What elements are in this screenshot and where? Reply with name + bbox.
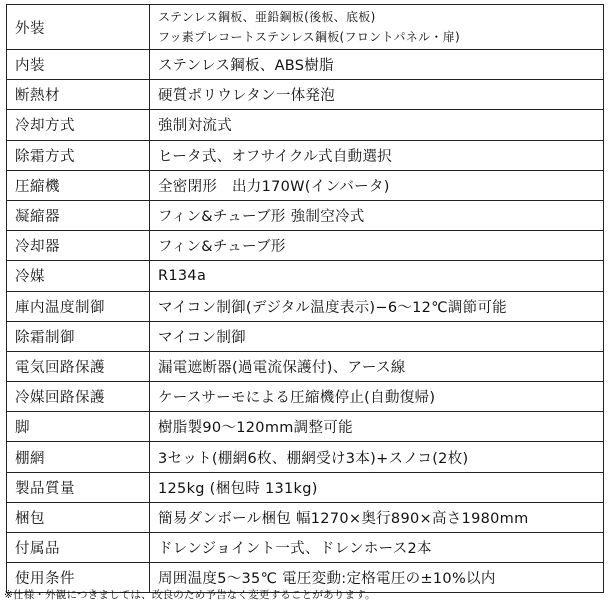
spec-row xyxy=(7,351,604,381)
spec-key: 外装 xyxy=(7,5,150,50)
spec-value: 周囲温度5～35℃ 電圧変動:定格電圧の±10%以内 xyxy=(150,563,604,593)
spec-value: 全密閉形 出力170W(インバータ) xyxy=(150,170,604,200)
spec-row xyxy=(7,472,604,502)
spec-row xyxy=(7,5,604,50)
spec-row xyxy=(7,442,604,472)
spec-value: R134a xyxy=(150,261,604,291)
spec-key: 圧縮機 xyxy=(7,170,150,200)
spec-row xyxy=(7,170,604,200)
spec-key: 使用条件 xyxy=(7,563,150,593)
spec-key: 製品質量 xyxy=(7,472,150,502)
spec-value-line: ステンレス鋼板、亜鉛鋼板(後板、底板) xyxy=(158,10,376,24)
spec-key: 断熱材 xyxy=(7,80,150,110)
spec-value: フィン&チューブ形 強制空冷式 xyxy=(150,200,604,230)
spec-key: 棚網 xyxy=(7,442,150,472)
spec-row xyxy=(7,110,604,140)
spec-row xyxy=(7,291,604,321)
spec-row xyxy=(7,502,604,532)
spec-value-line: フッ素プレコートステンレス鋼板(フロントパネル・扉) xyxy=(158,30,460,44)
spec-value: 強制対流式 xyxy=(150,110,604,140)
spec-value: ヒータ式、オフサイクル式自動選択 xyxy=(150,140,604,170)
spec-row xyxy=(7,80,604,110)
spec-key: 内装 xyxy=(7,50,150,80)
spec-row xyxy=(7,412,604,442)
footnote: ※仕様・外観につきましては、改良のため予告なく変更することがあります。 xyxy=(4,589,376,601)
spec-key: 梱包 xyxy=(7,502,150,532)
spec-key: 冷却方式 xyxy=(7,110,150,140)
spec-table-body xyxy=(7,5,604,593)
spec-table xyxy=(6,4,604,593)
spec-value: 3セット(棚網6枚、棚網受け3本)+スノコ(2枚) xyxy=(150,442,604,472)
spec-row xyxy=(7,50,604,80)
spec-value: 簡易ダンボール梱包 幅1270×奥行890×高さ1980mm xyxy=(150,502,604,532)
spec-value: ケースサーモによる圧縮機停止(自動復帰) xyxy=(150,382,604,412)
spec-value: 125kg (梱包時 131kg) xyxy=(150,472,604,502)
spec-key: 除霜方式 xyxy=(7,140,150,170)
spec-key: 冷媒回路保護 xyxy=(7,382,150,412)
spec-key: 除霜制御 xyxy=(7,321,150,351)
spec-value: ステンレス鋼板、ABS樹脂 xyxy=(150,50,604,80)
spec-row xyxy=(7,321,604,351)
spec-key: 付属品 xyxy=(7,533,150,563)
spec-key: 脚 xyxy=(7,412,150,442)
spec-key: 冷媒 xyxy=(7,261,150,291)
spec-value: 漏電遮断器(過電流保護付)、アース線 xyxy=(150,351,604,381)
spec-row xyxy=(7,200,604,230)
spec-row xyxy=(7,382,604,412)
spec-row xyxy=(7,231,604,261)
spec-row xyxy=(7,533,604,563)
spec-value: ドレンジョイント一式、ドレンホース2本 xyxy=(150,533,604,563)
spec-row xyxy=(7,140,604,170)
spec-key: 冷却器 xyxy=(7,231,150,261)
spec-value: 硬質ポリウレタン一体発泡 xyxy=(150,80,604,110)
spec-value xyxy=(150,5,604,50)
spec-value: 樹脂製90～120mm調整可能 xyxy=(150,412,604,442)
spec-value: マイコン制御(デジタル温度表示)−6～12℃調節可能 xyxy=(150,291,604,321)
spec-value: フィン&チューブ形 xyxy=(150,231,604,261)
spec-row xyxy=(7,261,604,291)
spec-key: 凝縮器 xyxy=(7,200,150,230)
spec-key: 電気回路保護 xyxy=(7,351,150,381)
spec-key: 庫内温度制御 xyxy=(7,291,150,321)
spec-value: マイコン制御 xyxy=(150,321,604,351)
